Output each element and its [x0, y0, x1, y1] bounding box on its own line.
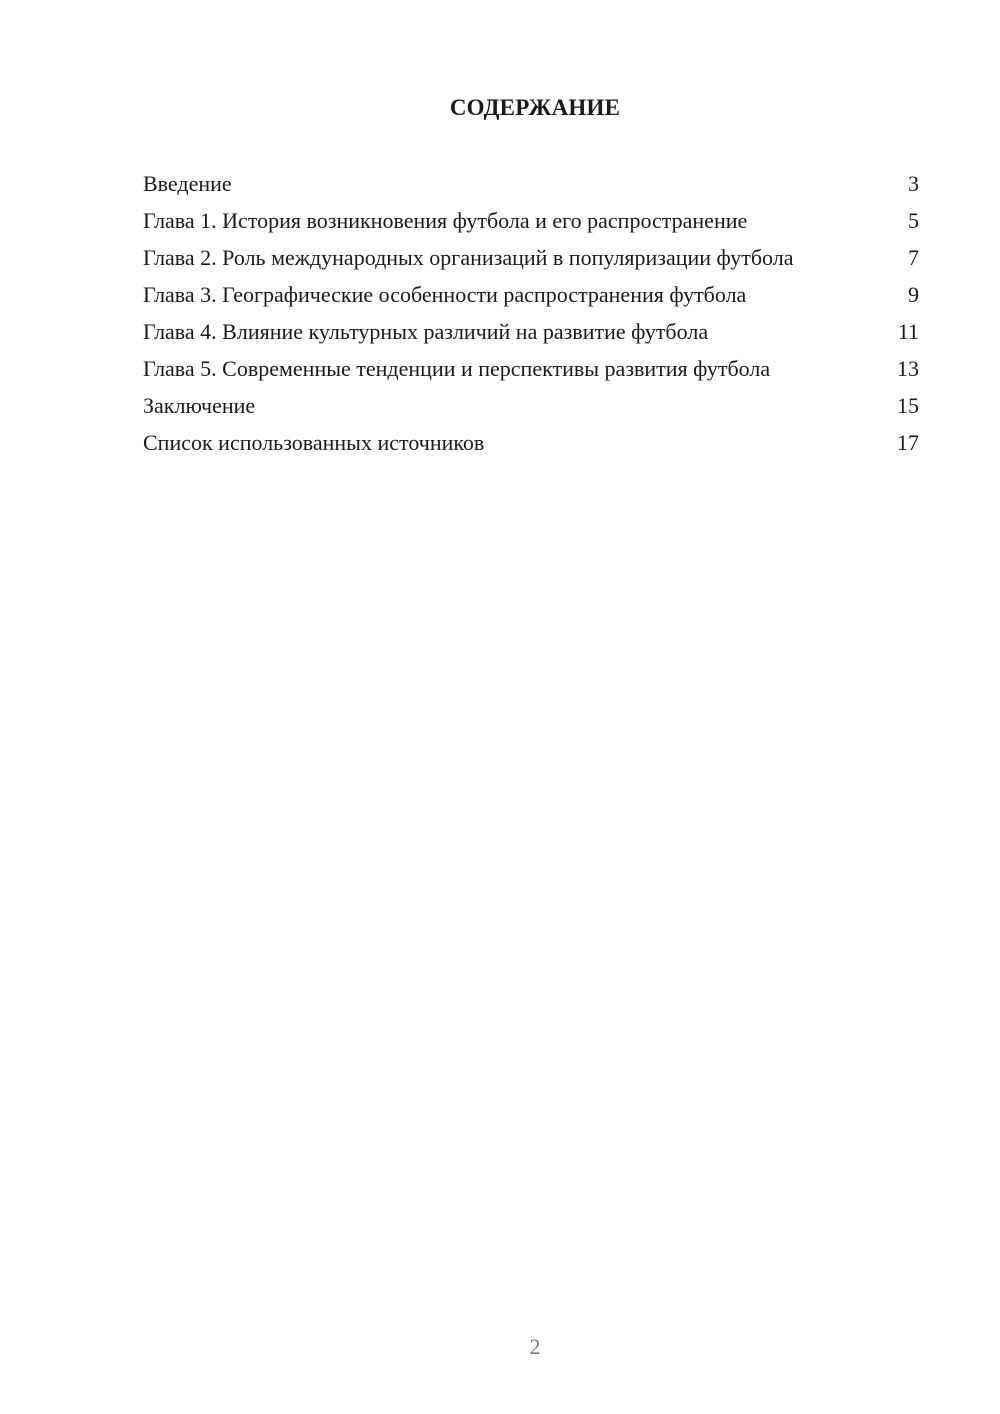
toc-entry-text: Глава 4. Влияние культурных различий на развитие футбола — [143, 319, 709, 344]
toc-entry-page: 15 — [897, 393, 919, 418]
toc-entry-text: Введение — [143, 171, 232, 196]
toc-entry-conclusion — [143, 392, 919, 419]
toc-entry-references — [143, 429, 919, 456]
toc-entry-page: 9 — [908, 282, 919, 307]
toc-entry-text: Глава 1. История возникновения футбола и его распространение — [143, 208, 748, 233]
toc-entry-page: 5 — [908, 208, 919, 233]
toc-entry-text: Глава 2. Роль международных организаций в популяризации футбола — [143, 245, 794, 270]
page-title: СОДЕРЖАНИЕ — [449, 95, 621, 120]
toc-entry-page: 13 — [897, 356, 919, 381]
toc-entry-text: Глава 5. Современные тенденции и перспективы развития футбола — [143, 356, 771, 381]
toc-entry-page: 7 — [908, 245, 919, 270]
table-of-contents — [143, 170, 919, 466]
toc-entry-chapter-5 — [143, 355, 919, 382]
toc-entry-chapter-3 — [143, 281, 919, 308]
toc-entry-introduction — [143, 170, 919, 197]
toc-entry-page: 3 — [908, 171, 919, 196]
toc-entry-chapter-1 — [143, 207, 919, 234]
toc-entry-page: 17 — [897, 430, 919, 455]
toc-entry-page: 11 — [897, 319, 919, 344]
page-number: 2 — [529, 1334, 541, 1359]
toc-entry-text: Глава 3. Географические особенности распространения футбола — [143, 282, 747, 307]
toc-entry-text: Заключение — [143, 393, 256, 418]
toc-entry-text: Список использованных источников — [143, 430, 485, 455]
toc-entry-chapter-4 — [143, 318, 919, 345]
toc-entry-chapter-2 — [143, 244, 919, 271]
